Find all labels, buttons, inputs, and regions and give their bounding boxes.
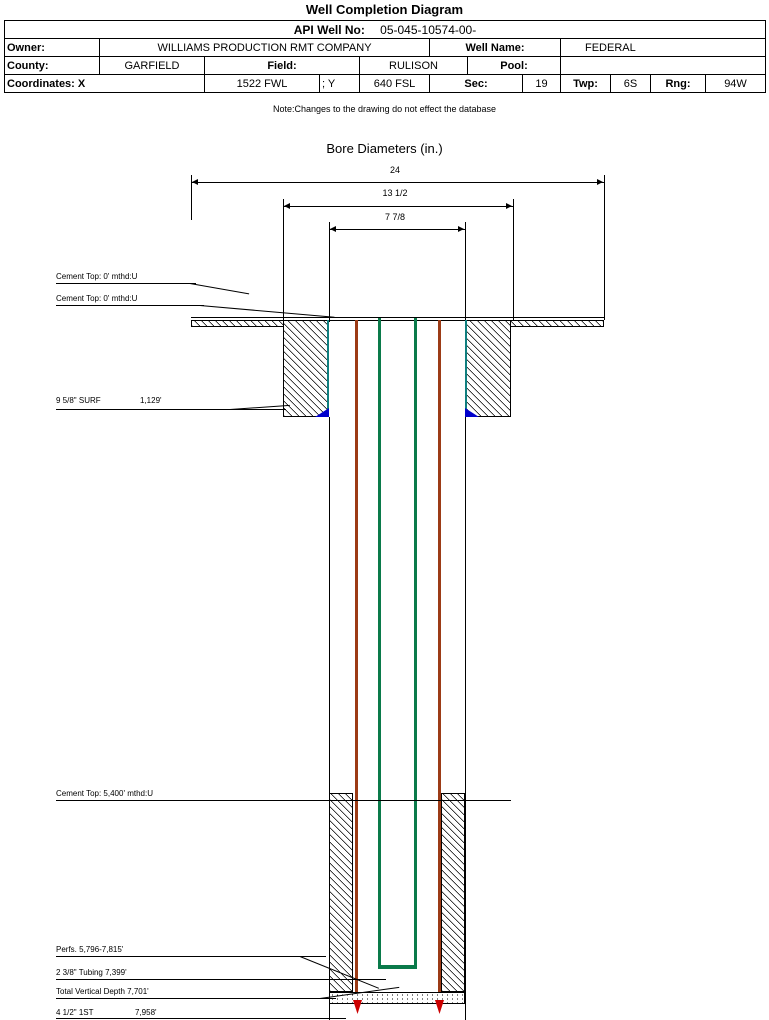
range-label: Rng: xyxy=(651,75,706,93)
leader-perfs xyxy=(56,956,326,957)
well-header-table xyxy=(4,20,766,93)
leader-cement-top-1 xyxy=(56,283,196,284)
section-value: 19 xyxy=(523,75,561,93)
production-cement-left xyxy=(329,793,353,992)
disclaimer-note: Note:Changes to the drawing do not effect the database xyxy=(273,104,496,114)
township-label: Twp: xyxy=(561,75,611,93)
annotation-cement-top-1: Cement Top: 0' mthd:U xyxy=(56,272,138,281)
header-row-api xyxy=(5,21,766,39)
bore-dim-24-label: 24 xyxy=(389,165,400,175)
annotation-tubing: 2 3/8" Tubing 7,399' xyxy=(56,968,127,977)
production-shoe-right xyxy=(435,1000,444,1014)
leader-cement-top-1b xyxy=(190,283,249,294)
bore-dim-7-label: 7 7/8 xyxy=(384,212,406,222)
ground-line-left xyxy=(191,317,604,318)
bore-dim-13-tick-right xyxy=(513,199,514,324)
openhole-wall-right xyxy=(465,417,466,1020)
field-value: RULISON xyxy=(360,57,468,75)
leader-cement-top-3 xyxy=(56,800,511,801)
coordinate-x-value: 1522 FWL xyxy=(205,75,320,93)
bore-dim-24-arrow-left xyxy=(192,179,198,185)
bore-dim-7-tick-left xyxy=(329,222,330,322)
tubing-shoe xyxy=(378,965,417,969)
coordinate-y-value: 640 FSL xyxy=(360,75,430,93)
owner-value: WILLIAMS PRODUCTION RMT COMPANY xyxy=(100,39,430,57)
annotation-production-casing-depth: 7,958' xyxy=(135,1008,157,1017)
pool-value xyxy=(561,57,766,75)
surface-casing-cement-left xyxy=(283,320,329,417)
annotation-production-casing: 4 1/2" 1ST xyxy=(56,1008,94,1017)
production-shoe-left xyxy=(353,1000,362,1014)
bore-dim-13-label: 13 1/2 xyxy=(382,188,408,198)
page-title: Well Completion Diagram xyxy=(305,2,464,17)
api-cell xyxy=(5,21,766,39)
coordinates-label: Coordinates: X xyxy=(5,75,205,93)
header-row-coordinates xyxy=(5,75,766,93)
pool-label: Pool: xyxy=(468,57,561,75)
annotation-surface-casing: 9 5/8" SURF xyxy=(56,396,101,405)
bore-diameters-title: Bore Diameters (in.) xyxy=(326,141,443,156)
production-cement-right xyxy=(441,793,465,992)
api-value: 05-045-10574-00- xyxy=(380,22,477,37)
surface-casing-cement-right xyxy=(465,320,511,417)
bore-dim-13-tick-left xyxy=(283,199,284,324)
township-value: 6S xyxy=(611,75,651,93)
range-value: 94W xyxy=(706,75,766,93)
field-label: Field: xyxy=(205,57,360,75)
annotation-surface-casing-depth: 1,129' xyxy=(140,396,162,405)
surface-casing-string-left xyxy=(327,320,329,417)
leader-cement-top-2 xyxy=(56,305,204,306)
leader-tubing xyxy=(56,979,386,980)
surface-casing-string-right xyxy=(465,320,467,417)
bore-dim-13-arrow-right xyxy=(506,203,512,209)
api-label: API Well No: xyxy=(293,22,365,37)
bore-dim-13-arrow-left xyxy=(284,203,290,209)
tubing-string-left xyxy=(378,318,381,968)
annotation-cement-top-2: Cement Top: 0' mthd:U xyxy=(56,294,138,303)
leader-cement-top-2b xyxy=(200,305,335,318)
bore-dim-7-line xyxy=(329,229,465,230)
section-label: Sec: xyxy=(430,75,523,93)
bore-dim-7-arrow-right xyxy=(458,226,464,232)
annotation-perfs: Perfs. 5,796-7,815' xyxy=(56,945,124,954)
annotation-total-vertical-depth: Total Vertical Depth 7,701' xyxy=(56,987,149,996)
leader-production-casing xyxy=(56,1018,346,1019)
header-row-county xyxy=(5,57,766,75)
county-value: GARFIELD xyxy=(100,57,205,75)
production-casing-right xyxy=(438,320,441,1000)
coordinate-y-label: ; Y xyxy=(320,75,360,93)
bore-dim-24-arrow-right xyxy=(597,179,603,185)
county-label: County: xyxy=(5,57,100,75)
bore-dim-24-tick-right xyxy=(604,175,605,320)
well-name-label: Well Name: xyxy=(430,39,561,57)
bore-dim-7-arrow-left xyxy=(330,226,336,232)
leader-surface-casing xyxy=(56,409,286,410)
header-row-owner xyxy=(5,39,766,57)
production-casing-left xyxy=(355,320,358,1000)
leader-tvd xyxy=(56,998,336,999)
owner-label: Owner: xyxy=(5,39,100,57)
well-name-value: FEDERAL xyxy=(561,39,766,57)
openhole-top-left xyxy=(329,427,330,428)
bore-dim-24-line xyxy=(191,182,604,183)
bore-dim-7-tick-right xyxy=(465,222,466,322)
bore-dim-13-line xyxy=(283,206,513,207)
tubing-string-right xyxy=(414,318,417,968)
annotation-cement-top-3: Cement Top: 5,400' mthd:U xyxy=(56,789,153,798)
